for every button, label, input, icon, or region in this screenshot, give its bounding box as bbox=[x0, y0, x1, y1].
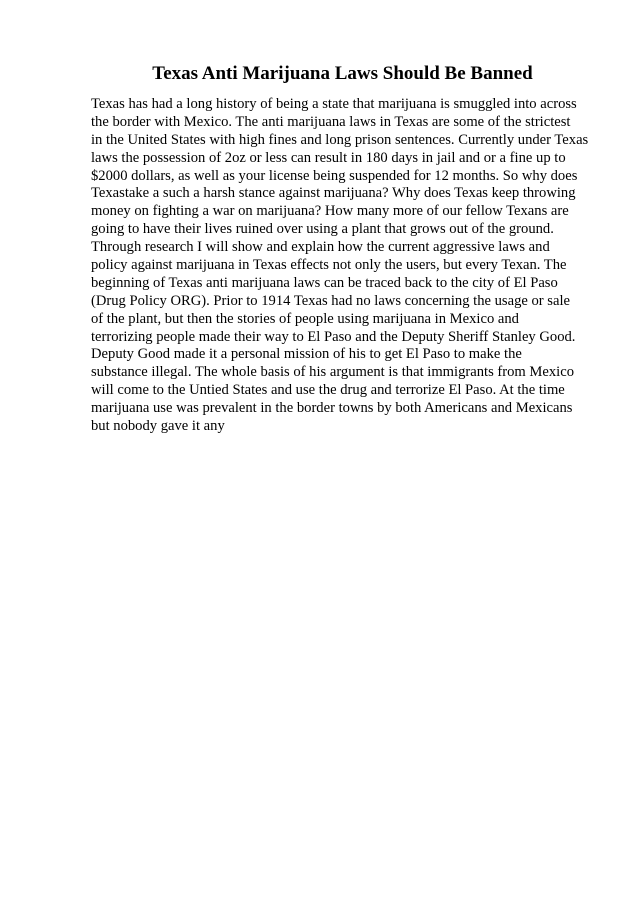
body-line: marijuana use was prevalent in the border towns by both Americans and Mexicans bbox=[91, 400, 573, 417]
body-line: (Drug Policy ORG). Prior to 1914 Texas had no laws concerning the usage or sale bbox=[91, 292, 570, 309]
body-line: substance illegal. The whole basis of his argument is that immigrants from Mexico bbox=[91, 364, 574, 381]
body-line: terrorizing people made their way to El Paso and the Deputy Sheriff Stanley Good. bbox=[91, 328, 576, 345]
body-line: the border with Mexico. The anti marijuana laws in Texas are some of the strictest bbox=[91, 113, 571, 130]
body-line: laws the possession of 2oz or less can result in 180 days in jail and or a fine up to bbox=[91, 149, 566, 166]
document-body bbox=[91, 96, 596, 436]
body-line: but nobody gave it any bbox=[91, 418, 225, 435]
body-line: in the United States with high fines and long prison sentences. Currently under Texas bbox=[91, 131, 589, 148]
body-line: Texastake a such a harsh stance against marijuana? Why does Texas keep throwing bbox=[91, 185, 576, 202]
document-title: Texas Anti Marijuana Laws Should Be Banned bbox=[152, 63, 533, 84]
body-line: policy against marijuana in Texas effects not only the users, but every Texan. The bbox=[91, 257, 567, 274]
body-line: going to have their lives ruined over using a plant that grows out of the ground. bbox=[91, 221, 554, 238]
body-line: Texas has had a long history of being a state that marijuana is smuggled into across bbox=[91, 96, 577, 112]
body-line: $2000 dollars, as well as your license being suspended for 12 months. So why does bbox=[91, 167, 578, 184]
body-line: Deputy Good made it a personal mission of his to get El Paso to make the bbox=[91, 346, 522, 363]
body-line: beginning of Texas anti marijuana laws can be traced back to the city of El Paso bbox=[91, 274, 558, 291]
body-line: will come to the Untied States and use the drug and terrorize El Paso. At the time bbox=[91, 382, 565, 399]
body-line: money on fighting a war on marijuana? How many more of our fellow Texans are bbox=[91, 203, 569, 220]
body-line: of the plant, but then the stories of people using marijuana in Mexico and bbox=[91, 310, 519, 327]
body-line: Through research I will show and explain how the current aggressive laws and bbox=[91, 239, 550, 256]
